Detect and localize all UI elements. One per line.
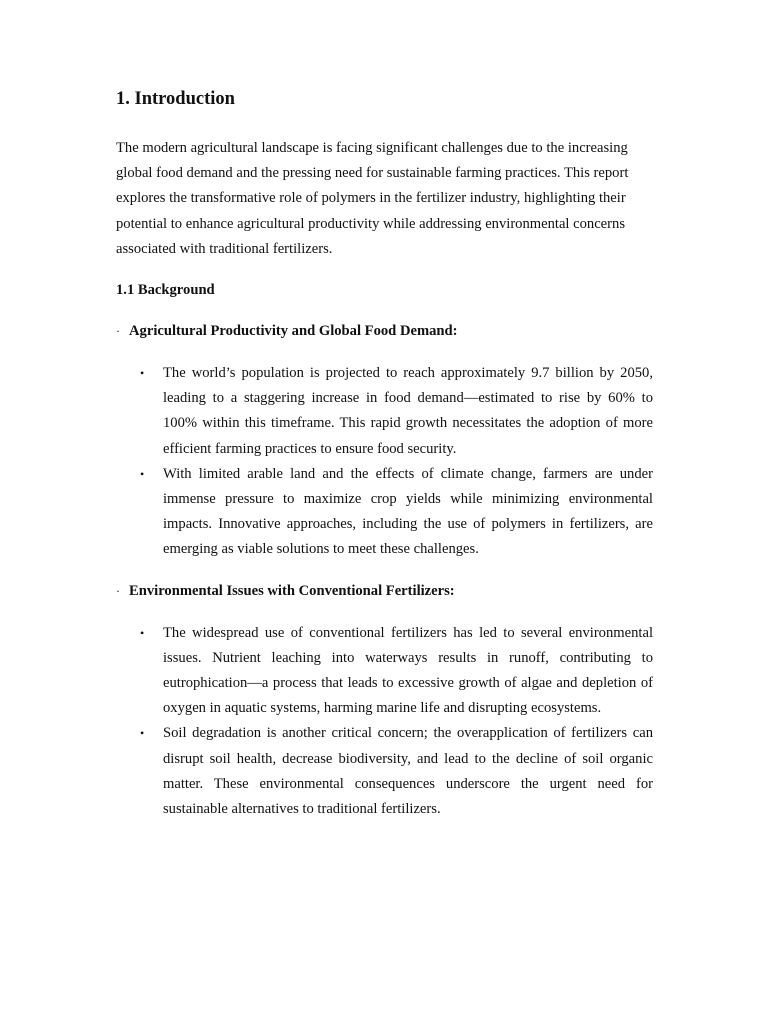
bullet-icon: • bbox=[140, 366, 145, 381]
topic-marker: · bbox=[116, 583, 120, 598]
topic-title: Agricultural Productivity and Global Food Demand: bbox=[129, 323, 458, 340]
bullet-list-food-demand bbox=[116, 361, 653, 563]
topic-heading-food-demand bbox=[116, 319, 653, 344]
bullet-icon: • bbox=[140, 466, 145, 481]
topic-marker: · bbox=[116, 324, 120, 339]
list-item-text: Soil degradation is another critical concern; the overapplication of fertilizers can disrupt soil health, decrease biodiversity, and lead to the decline of soil organic matter. These environmental consequences underscore the urgent need for sustainable alternatives to traditional fertilizers. bbox=[163, 725, 653, 818]
subsection-heading: 1.1 Background bbox=[116, 282, 215, 299]
intro-paragraph: The modern agricultural landscape is facing significant challenges due to the increasing global food demand and the pressing need for sustainable farming practices. This report explores the transformative role of polymers in the fertilizer industry, highlighting their potential to enhance agricultural productivity while addressing environmental concerns associated with traditional fertilizers. bbox=[116, 140, 629, 257]
bullet-icon: • bbox=[140, 625, 145, 640]
section-heading: 1. Introduction bbox=[116, 89, 235, 109]
topic-heading-environmental-issues bbox=[116, 579, 653, 604]
list-item bbox=[140, 721, 653, 822]
list-item bbox=[140, 621, 653, 722]
list-item bbox=[140, 361, 653, 462]
list-item-text: With limited arable land and the effects of climate change, farmers are under immense pressure to maximize crop yields while minimizing environmental impacts. Innovative approaches, including the use of polymers in fertilizers, are emerging as viable solutions to meet these challenges. bbox=[163, 465, 653, 558]
document-page bbox=[116, 86, 653, 822]
bullet-icon: • bbox=[140, 726, 145, 741]
list-item-text: The widespread use of conventional fertilizers has led to several environmental issues. Nutrient leaching into waterways results in runoff, contributing to eutrophication—a process that leads to excessive growth of algae and depletion of oxygen in aquatic systems, harming marine life and disrupting ecosystems. bbox=[163, 624, 653, 717]
bullet-list-environmental-issues bbox=[116, 621, 653, 823]
list-item bbox=[140, 462, 653, 563]
topic-title: Environmental Issues with Conventional Fertilizers: bbox=[129, 582, 455, 599]
list-item-text: The world’s population is projected to reach approximately 9.7 billion by 2050, leading to a staggering increase in food demand—estimated to rise by 60% to 100% within this timeframe. This rapid growth necessitates the adoption of more efficient farming practices to ensure food security. bbox=[163, 365, 653, 457]
